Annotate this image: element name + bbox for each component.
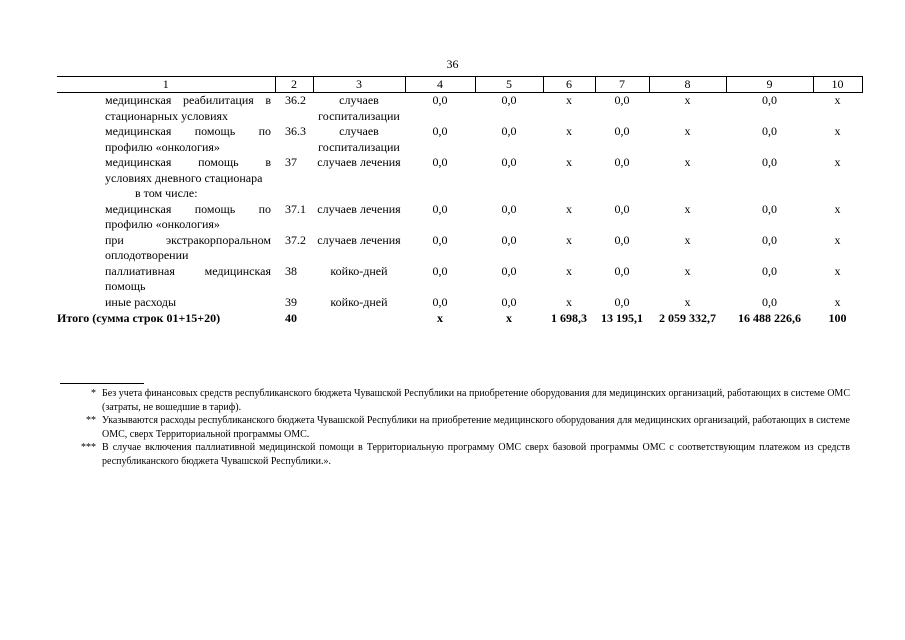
cell-value: х: [834, 263, 841, 278]
cell-value: х: [566, 93, 572, 107]
cell-value: х: [684, 201, 691, 216]
row-code: 37.1: [285, 201, 306, 216]
footnote-text: Указываются расходы республиканского бюджета Чувашской Республики на приобретение медицинского оборудования для медицинских организаций, работающих в системе ОМС, сверх Территориальной программы ОМС.: [102, 415, 850, 440]
footnote-text: Без учета финансовых средств республиканского бюджета Чувашской Республики на приобретение оборудования для медицинских организаций, работающих в системе ОМС (затраты, не вошедшие в тариф).: [102, 388, 850, 413]
table-row: [57, 233, 862, 264]
row-unit: койко-дней: [330, 263, 388, 278]
column-header: 9: [726, 77, 813, 93]
row-unit: койко-дней: [330, 294, 388, 309]
cell-value: 0,0: [432, 263, 448, 278]
cell-value: 0,0: [501, 232, 517, 247]
column-header: 7: [595, 77, 649, 93]
row-unit: [313, 186, 405, 202]
cell-value: 0,0: [432, 93, 448, 107]
footnote-divider: [60, 383, 144, 384]
cell-value: 0,0: [762, 294, 777, 309]
cell-value: 0,0: [614, 124, 630, 138]
footnote-mark: **: [86, 415, 96, 426]
cell-value: х: [834, 232, 841, 247]
row-unit: случаев госпитализации: [318, 124, 400, 154]
row-name: при экстракорпоральном оплодотворении: [105, 232, 271, 262]
cell-value: 0,0: [432, 294, 448, 309]
row-unit: случаев лечения: [317, 155, 401, 169]
cell-value: [649, 186, 726, 202]
cell-value: 0,0: [501, 201, 517, 216]
total-value: 13 195,1: [601, 311, 643, 325]
financial-table: [57, 76, 863, 327]
row-code: 39: [285, 294, 297, 309]
row-code: 36.3: [285, 124, 306, 138]
table-header-row: [57, 77, 862, 93]
cell-value: х: [834, 294, 841, 309]
cell-value: х: [684, 294, 691, 309]
cell-value: 0,0: [614, 93, 630, 107]
row-unit: случаев лечения: [317, 201, 401, 216]
row-name: медицинская помощь в условиях дневного стационара: [105, 155, 271, 185]
cell-value: [595, 186, 649, 202]
total-value: 1 698,3: [551, 311, 587, 325]
cell-value: х: [684, 93, 691, 107]
column-header: 1: [57, 77, 275, 93]
footnote-mark: ***: [81, 442, 96, 453]
table-row: [57, 124, 862, 155]
column-header: 10: [813, 77, 862, 93]
cell-value: [475, 186, 543, 202]
cell-value: [405, 186, 475, 202]
total-value: 2 059 332,7: [659, 311, 716, 325]
column-header: 2: [275, 77, 313, 93]
footnote: [60, 441, 850, 468]
cell-value: х: [684, 263, 691, 278]
row-code: 36.2: [285, 93, 306, 107]
cell-value: [543, 186, 595, 202]
cell-value: 0,0: [762, 93, 777, 107]
total-code: 40: [285, 311, 297, 325]
table-row: [57, 264, 862, 295]
page-number: 36: [446, 57, 459, 71]
cell-value: 0,0: [614, 201, 630, 216]
cell-value: х: [834, 201, 841, 216]
cell-value: 0,0: [762, 124, 777, 138]
footnotes: [60, 387, 850, 468]
total-value: х: [506, 311, 512, 325]
footnote-mark: *: [91, 388, 96, 399]
cell-value: х: [834, 93, 841, 107]
column-header: 4: [405, 77, 475, 93]
cell-value: 0,0: [501, 263, 517, 278]
column-header: 3: [313, 77, 405, 93]
row-name: паллиативная медицинская помощь: [105, 263, 271, 293]
cell-value: х: [566, 232, 572, 247]
footnote-text: В случае включения паллиативной медицинской помощи в Территориальную программу ОМС сверх базовой программы ОМС с соответствующим платежом из средств республиканского бюджета Чувашской Республики.».: [102, 442, 850, 467]
cell-value: 0,0: [614, 155, 630, 169]
cell-value: 0,0: [432, 124, 448, 138]
total-value: х: [437, 311, 443, 325]
cell-value: 0,0: [432, 155, 448, 169]
row-unit: случаев госпитализации: [318, 93, 400, 123]
cell-value: 0,0: [762, 155, 777, 169]
cell-value: х: [566, 155, 572, 169]
table-row: [57, 93, 862, 125]
cell-value: [726, 186, 813, 202]
table-row: [57, 186, 862, 202]
cell-value: х: [684, 124, 691, 138]
total-name: Итого (сумма строк 01+15+20): [57, 311, 221, 325]
cell-value: 0,0: [762, 201, 777, 216]
row-code: 37: [285, 155, 297, 169]
cell-value: х: [834, 124, 841, 138]
cell-value: х: [566, 294, 572, 309]
row-name: медицинская помощь по профилю «онкология»: [105, 201, 271, 231]
cell-value: 0,0: [501, 93, 517, 107]
row-name: медицинская реабилитация в стационарных условиях: [105, 93, 271, 123]
cell-value: х: [684, 155, 691, 169]
table-row: [57, 295, 862, 311]
total-unit: [313, 310, 405, 327]
cell-value: 0,0: [501, 124, 517, 138]
cell-value: х: [566, 201, 572, 216]
footnote: [60, 414, 850, 441]
column-header: 6: [543, 77, 595, 93]
cell-value: 0,0: [614, 263, 630, 278]
row-code: 38: [285, 263, 297, 278]
row-name: медицинская помощь по профилю «онкология»: [105, 124, 271, 154]
cell-value: [813, 186, 862, 202]
cell-value: х: [566, 124, 572, 138]
total-value: 100: [828, 311, 847, 325]
row-name: в том числе:: [135, 186, 198, 200]
column-header: 5: [475, 77, 543, 93]
cell-value: х: [834, 155, 841, 169]
row-code: [275, 186, 313, 202]
total-value: 16 488 226,6: [738, 311, 801, 325]
cell-value: х: [566, 263, 572, 278]
cell-value: 0,0: [762, 232, 777, 247]
cell-value: 0,0: [614, 232, 630, 247]
cell-value: 0,0: [614, 294, 630, 309]
cell-value: 0,0: [762, 263, 777, 278]
cell-value: 0,0: [501, 155, 517, 169]
row-code: 37.2: [285, 232, 306, 247]
cell-value: 0,0: [432, 232, 448, 247]
table-row: [57, 202, 862, 233]
cell-value: 0,0: [501, 294, 517, 309]
footnote: [60, 387, 850, 414]
row-name: иные расходы: [105, 294, 177, 309]
total-row: [57, 310, 862, 327]
column-header: 8: [649, 77, 726, 93]
cell-value: 0,0: [432, 201, 448, 216]
table-row: [57, 155, 862, 186]
row-unit: случаев лечения: [317, 232, 401, 247]
cell-value: х: [684, 232, 691, 247]
